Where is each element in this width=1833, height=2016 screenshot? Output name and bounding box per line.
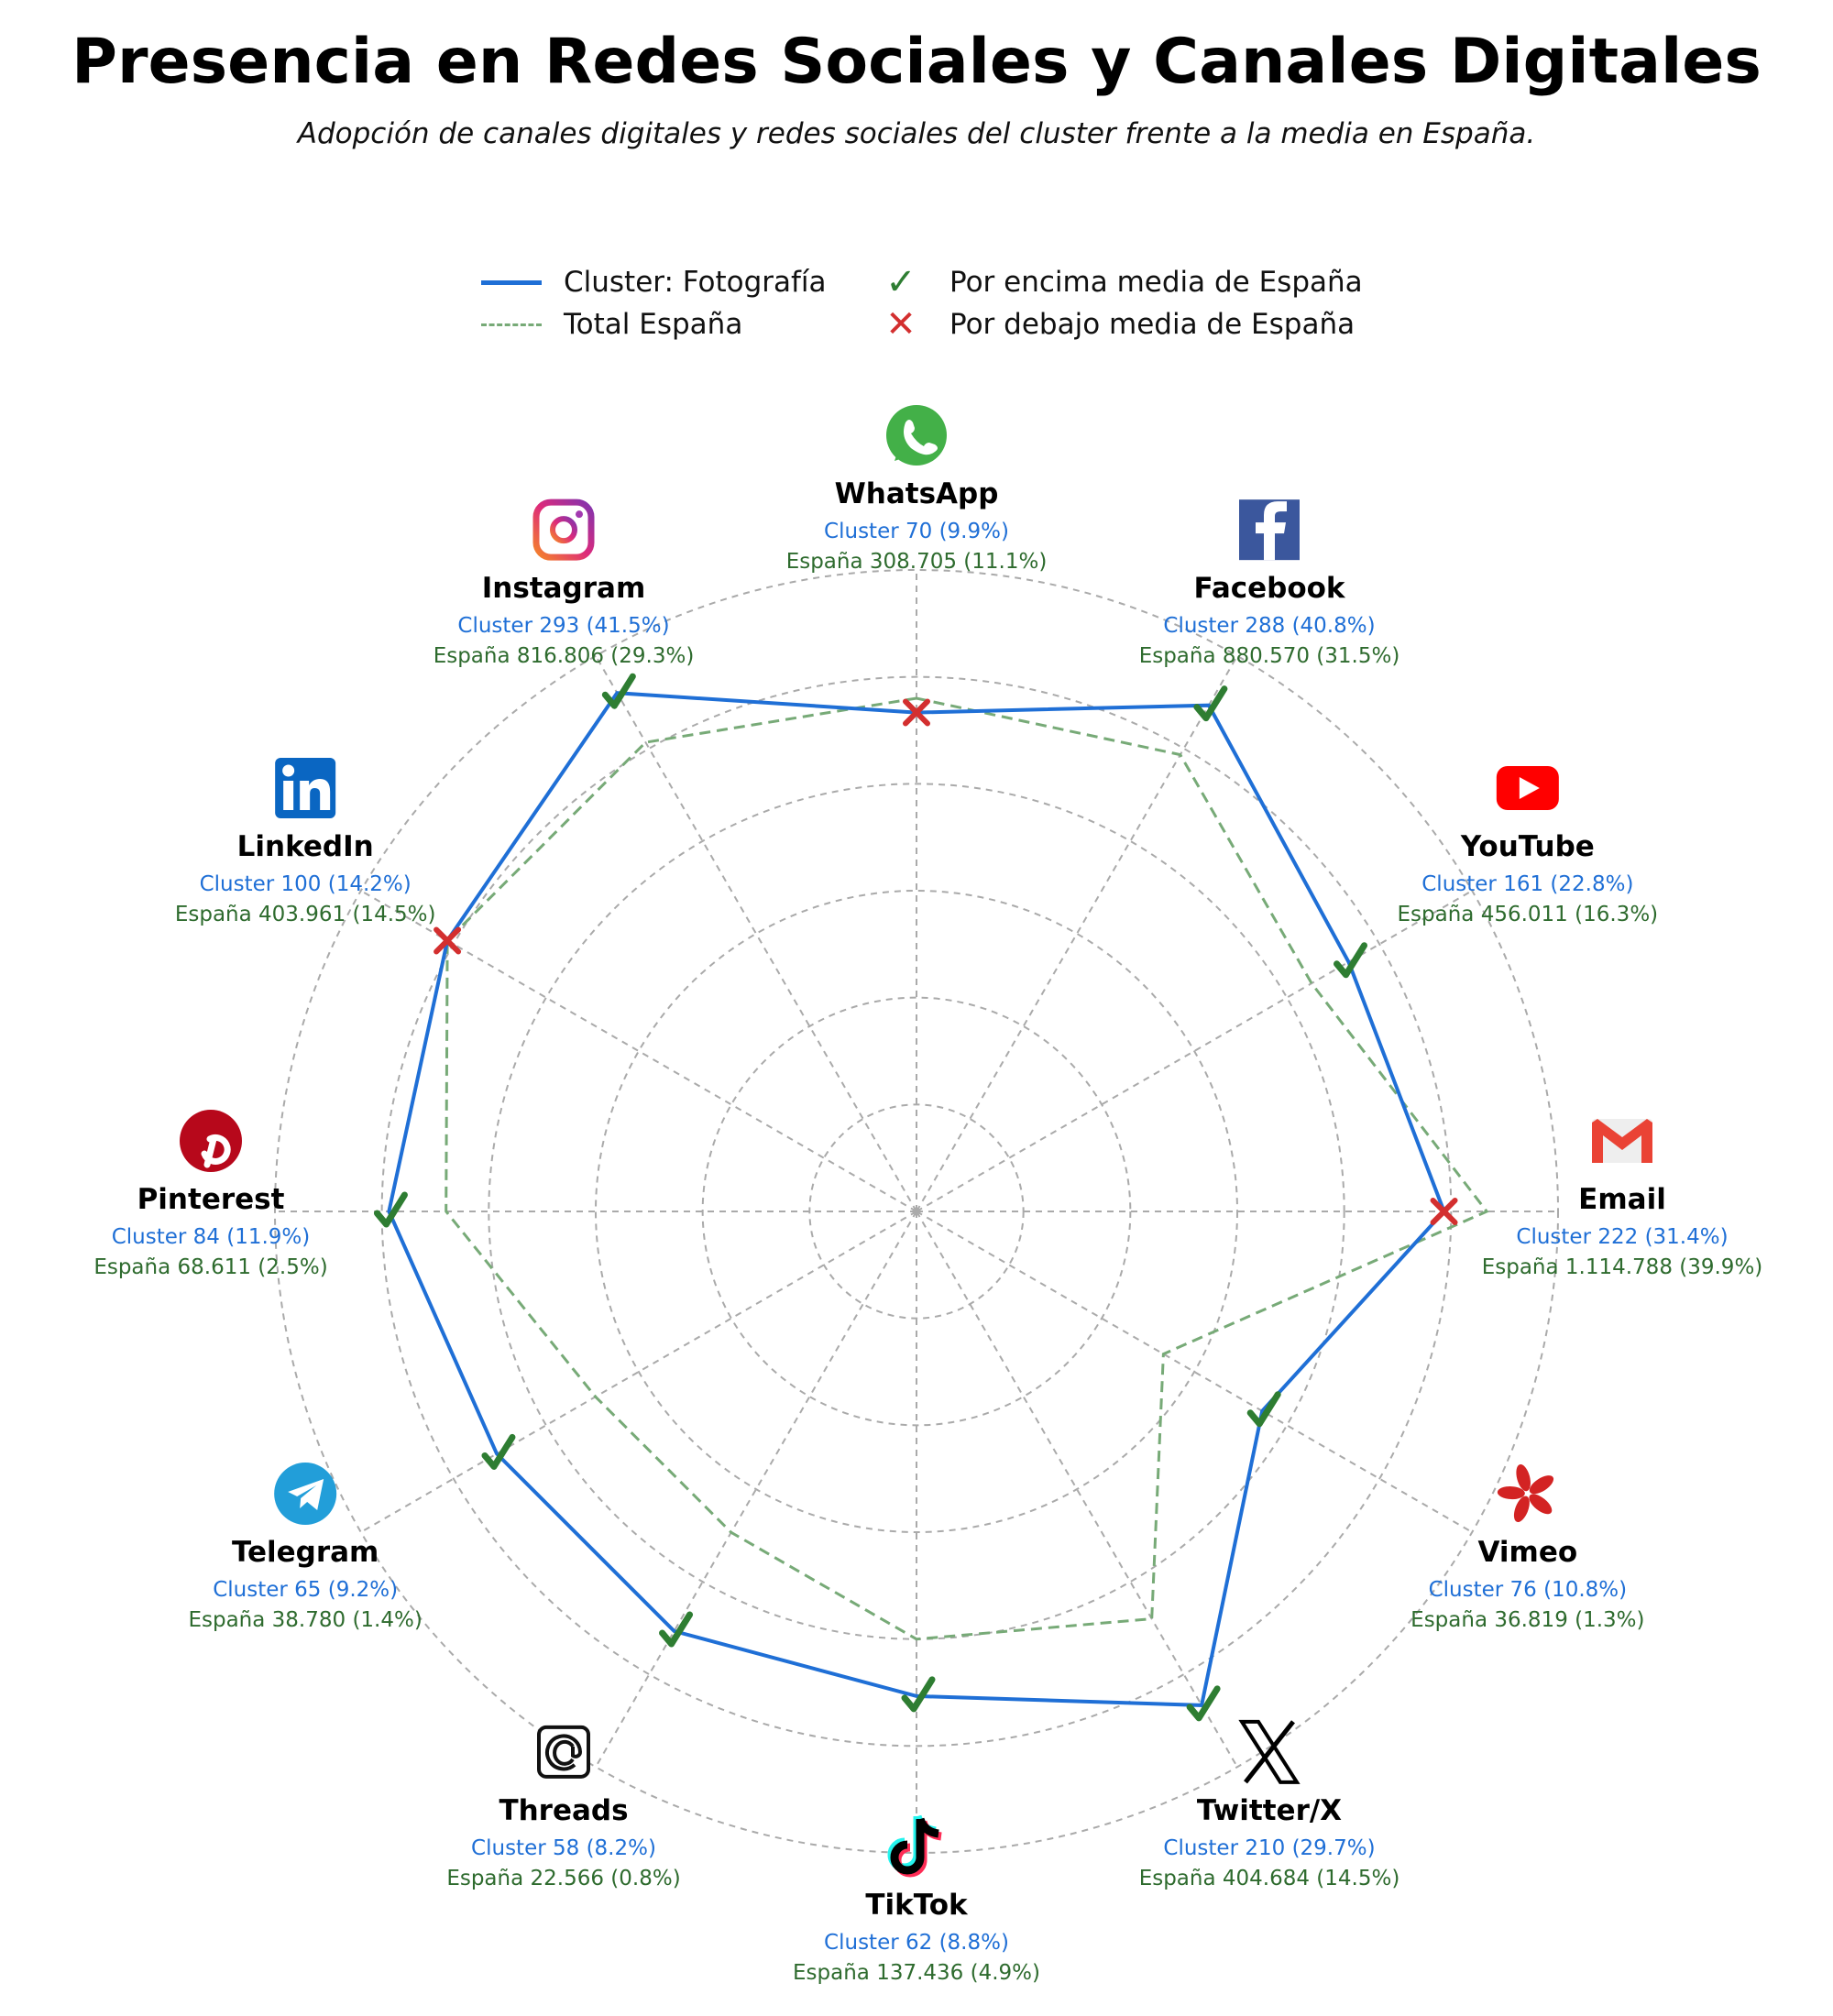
linkedin-icon-part xyxy=(283,781,293,810)
spain-value-label: España 38.780 (1.4%) xyxy=(188,1608,423,1632)
category-name: Pinterest xyxy=(137,1183,285,1216)
linkedin-icon xyxy=(275,758,335,818)
cluster-value-label: Cluster 222 (31.4%) xyxy=(1516,1225,1729,1249)
cluster-value-label: Cluster 70 (9.9%) xyxy=(824,520,1009,543)
cluster-value-label: Cluster 65 (9.2%) xyxy=(213,1578,399,1602)
cluster-value-label: Cluster 210 (29.7%) xyxy=(1163,1835,1376,1860)
category-name: YouTube xyxy=(1460,830,1595,863)
category-label-telegram xyxy=(188,1536,422,1632)
tiktok-icon xyxy=(892,1816,941,1873)
spain-value-label: España 68.611 (2.5%) xyxy=(93,1255,328,1279)
x-icon-part xyxy=(1246,1722,1293,1782)
cluster-value-label: Cluster 76 (10.8%) xyxy=(1428,1578,1628,1602)
yelp-icon-part xyxy=(1498,1485,1526,1500)
spain-value-label: España 22.566 (0.8%) xyxy=(446,1866,681,1890)
whatsapp-icon-part xyxy=(886,405,947,466)
telegram-icon xyxy=(274,1463,336,1525)
spain-value-label: España 456.011 (16.3%) xyxy=(1397,903,1659,926)
category-label-threads xyxy=(446,1794,680,1890)
spain-value-label: España 403.961 (14.5%) xyxy=(174,903,436,926)
category-label-linkedin xyxy=(175,830,436,926)
spain-value-label: España 308.705 (11.1%) xyxy=(785,550,1048,574)
grid-group xyxy=(275,570,1558,1853)
grid-spoke xyxy=(916,891,1472,1211)
instagram-icon-part xyxy=(536,502,591,557)
category-label-facebook xyxy=(1139,572,1400,668)
yelp-icon-part xyxy=(1527,1472,1557,1497)
youtube-icon xyxy=(1497,766,1559,810)
cluster-value-label: Cluster 288 (40.8%) xyxy=(1163,614,1376,639)
cluster-value-label: Cluster 62 (8.8%) xyxy=(824,1931,1009,1955)
category-name: LinkedIn xyxy=(236,830,374,863)
check-icon: ✓ xyxy=(885,261,916,303)
yelp-icon xyxy=(1498,1463,1557,1524)
series-spain-line xyxy=(446,698,1487,1639)
grid-spoke xyxy=(916,656,1237,1211)
category-name: Vimeo xyxy=(1477,1536,1578,1569)
category-label-vimeo xyxy=(1410,1536,1644,1632)
category-name: TikTok xyxy=(865,1889,968,1922)
cluster-value-label: Cluster 293 (41.5%) xyxy=(457,614,670,639)
spain-value-label: España 404.684 (14.5%) xyxy=(1138,1866,1400,1890)
category-label-instagram xyxy=(434,572,695,668)
category-label-pinterest xyxy=(93,1183,327,1279)
category-label-tiktok xyxy=(793,1889,1040,1985)
legend-below-label: Por debajo media de España xyxy=(949,308,1356,341)
gmail-icon xyxy=(1592,1119,1652,1163)
chart-subtitle: Adopción de canales digitales y redes sociales del cluster frente a la media en España. xyxy=(297,117,1536,150)
whatsapp-icon xyxy=(886,405,947,466)
category-label-twitterx xyxy=(1139,1794,1400,1890)
category-name: Twitter/X xyxy=(1196,1793,1343,1827)
spain-value-label: España 36.819 (1.3%) xyxy=(1410,1608,1645,1632)
yelp-icon-part xyxy=(1526,1490,1555,1517)
category-name: Facebook xyxy=(1193,572,1345,606)
chart-title: Presencia en Redes Sociales y Canales Digitales xyxy=(71,26,1762,98)
facebook-icon xyxy=(1239,499,1300,560)
telegram-icon-part xyxy=(274,1463,336,1525)
category-label-whatsapp xyxy=(786,477,1048,574)
category-name: Telegram xyxy=(231,1536,379,1569)
cluster-value-label: Cluster 100 (14.2%) xyxy=(199,872,412,896)
category-name: Threads xyxy=(499,1793,629,1827)
cluster-value-label: Cluster 58 (8.2%) xyxy=(471,1835,656,1860)
category-label-email xyxy=(1482,1183,1763,1279)
spain-value-label: España 137.436 (4.9%) xyxy=(793,1961,1040,1985)
cross-icon: ✕ xyxy=(885,303,916,345)
instagram-icon xyxy=(536,502,591,557)
x-icon xyxy=(1242,1722,1297,1782)
instagram-icon-part xyxy=(576,510,583,518)
linkedin-icon-part xyxy=(282,765,294,777)
category-label-youtube xyxy=(1398,830,1659,926)
instagram-icon-part xyxy=(553,519,575,541)
cluster-value-label: Cluster 84 (11.9%) xyxy=(111,1225,311,1249)
legend-cluster-label: Cluster: Fotografía xyxy=(564,266,827,299)
pinterest-icon xyxy=(180,1110,242,1172)
category-name: Email xyxy=(1578,1183,1666,1216)
legend-spain-label: Total España xyxy=(564,308,743,341)
threads-icon xyxy=(539,1727,588,1777)
spain-value-label: España 816.806 (29.3%) xyxy=(433,644,695,669)
cluster-value-label: Cluster 161 (22.8%) xyxy=(1421,872,1634,896)
legend-above-label: Por encima media de España xyxy=(949,266,1363,299)
grid-spoke xyxy=(596,656,916,1211)
spain-value-label: España 880.570 (31.5%) xyxy=(1138,644,1400,669)
spain-value-label: España 1.114.788 (39.9%) xyxy=(1481,1255,1763,1279)
category-name: WhatsApp xyxy=(834,477,999,510)
category-name: Instagram xyxy=(481,572,646,606)
